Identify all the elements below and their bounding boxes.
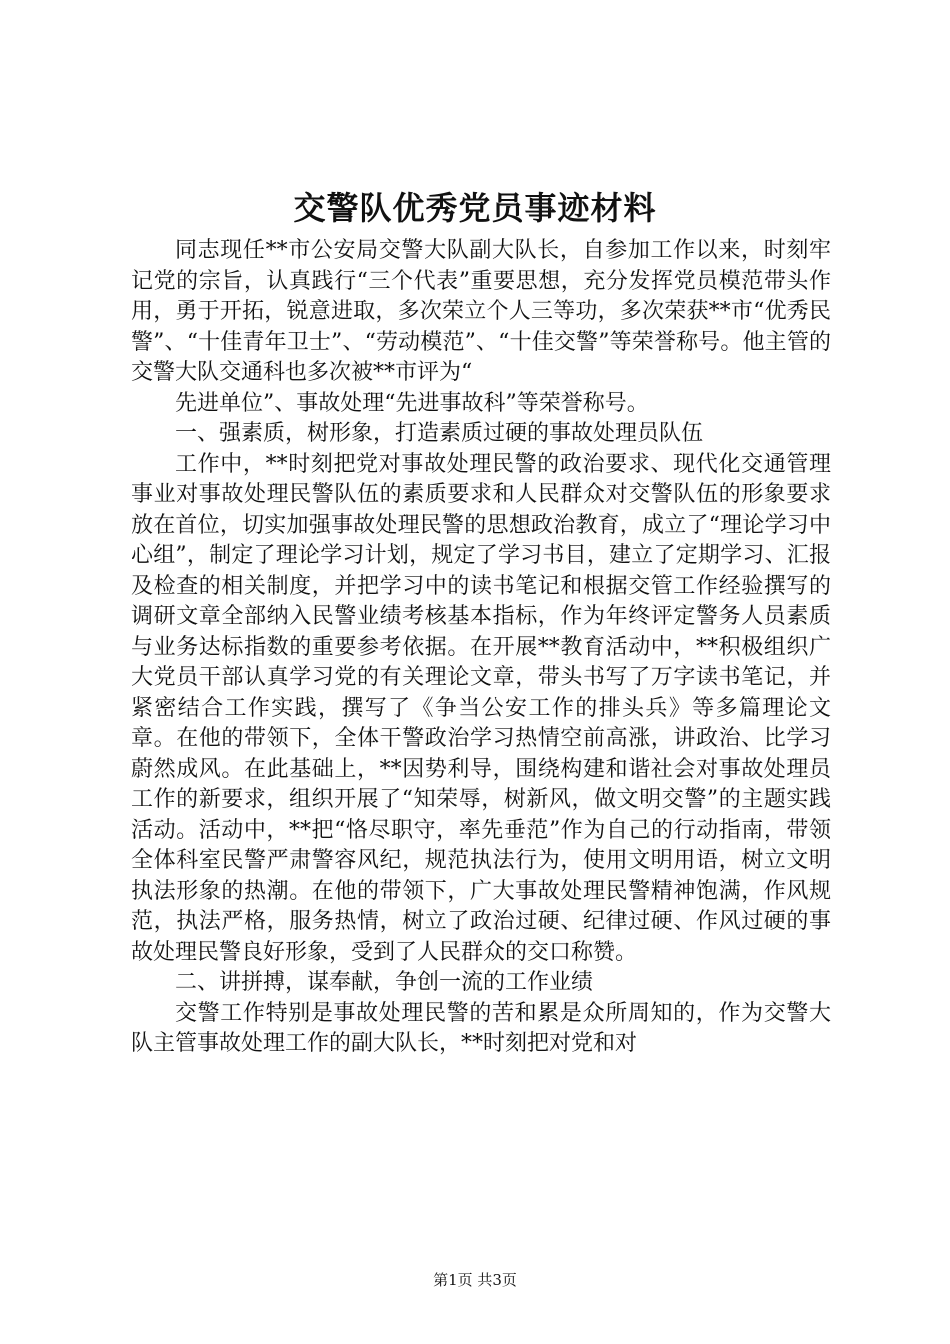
paragraph-section-2: 交警工作特别是事故处理民警的苦和累是众所周知的，作为交警大队主管事故处理工作的副大队长，**时刻把对党和对 [131, 1000, 831, 1056]
paragraph-intro: 同志现任**市公安局交警大队副大队长，自参加工作以来，时刻牢记党的宗旨，认真践行“三个代表”重要思想，充分发挥党员模范带头作用，勇于开拓，锐意进取，多次荣立个人三等功，多次荣获**市“优秀民警”、“十佳青年卫士”、“劳动模范”、“十佳交警”等荣誉称号。他主管的交警大队交通科也多次被**市评为“ [131, 238, 831, 385]
section-heading-2: 二、讲拼搏，谋奉献，争创一流的工作业绩 [175, 970, 594, 995]
document-body [131, 236, 831, 1060]
document-title: 交警队优秀党员事迹材料 [293, 189, 657, 227]
section-heading-1: 一、强素质，树形象，打造素质过硬的事故处理员队伍 [175, 421, 704, 446]
paragraph-section-1: 工作中，**时刻把党对事故处理民警的政治要求、现代化交通管理事业对事故处理民警队伍的素质要求和人民群众对交警队伍的形象要求放在首位，切实加强事故处理民警的思想政治教育，成立了“理论学习中心组”，制定了理论学习计划，规定了学习书目，建立了定期学习、汇报及检查的相关制度，并把学习中的读书笔记和根据交管工作经验撰写的调研文章全部纳入民警业绩考核基本指标，作为年终评定警务人员素质与业务达标指数的重要参考依据。在开展**教育活动中，**积极组织广大党员干部认真学习党的有关理论文章，带头书写了万字读书笔记，并紧密结合工作实践，撰写了《争当公安工作的排头兵》等多篇理论文章。在他的带领下，全体干警政治学习热情空前高涨，讲政治、比学习蔚然成风。在此基础上，**因势利导，围绕构建和谐社会对事故处理员工作的新要求，组织开展了“知荣辱，树新风，做文明交警”的主题实践活动。活动中，**把“恪尽职守，率先垂范”作为自己的行动指南，带领全体科室民警严肃警容风纪，规范执法行为，使用文明用语，树立文明执法形象的热潮。在他的带领下，广大事故处理民警精神饱满，作风规范，执法严格，服务热情，树立了政治过硬、纪律过硬、作风过硬的事故处理民警良好形象，受到了人民群众的交口称赞。 [131, 451, 831, 965]
paragraph-honors: 先进单位”、事故处理“先进事故科”等荣誉称号。 [175, 390, 649, 416]
page-number-footer: 第1页 共3页 [433, 1271, 517, 1289]
